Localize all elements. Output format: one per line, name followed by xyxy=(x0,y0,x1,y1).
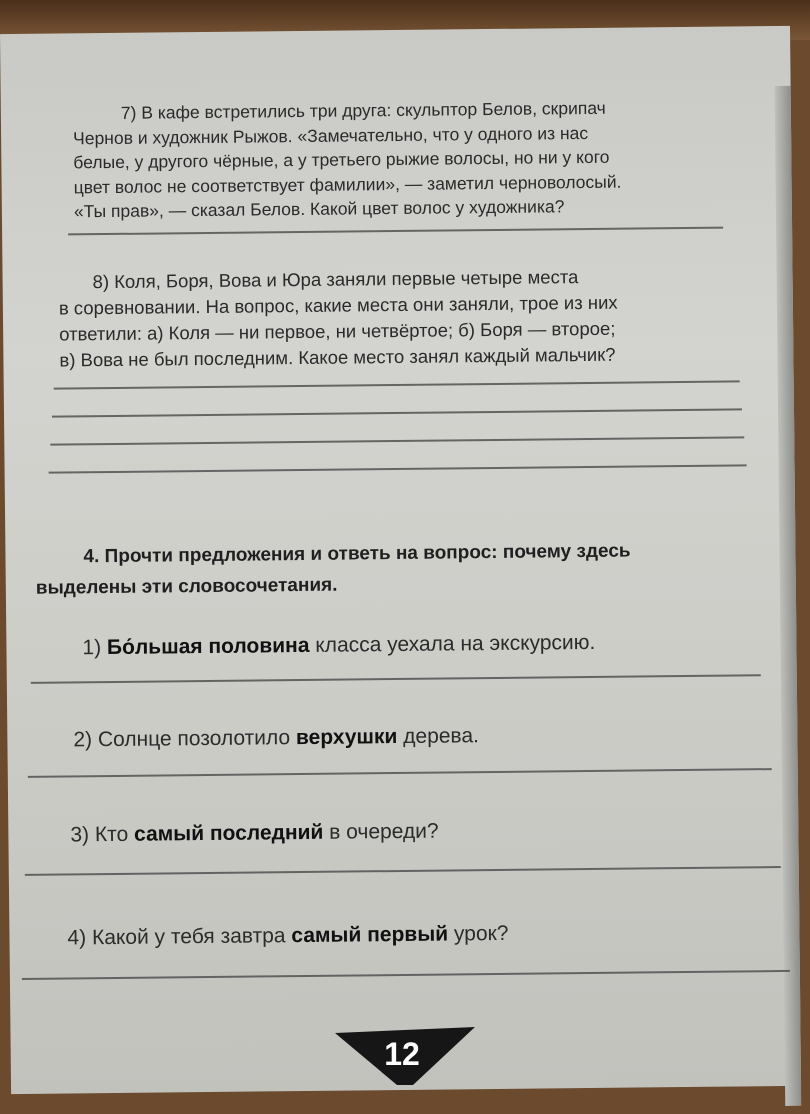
sentence-number: 2) xyxy=(73,728,93,752)
sentence-number: 1) xyxy=(82,636,102,660)
answer-line-s1[interactable] xyxy=(31,674,761,683)
answer-line-8b[interactable] xyxy=(52,408,742,417)
workbook-page xyxy=(0,26,801,1094)
problem-8-line: 8) Коля, Боря, Вова и Юра заняли первые четыре места xyxy=(92,266,579,293)
answer-line-8d[interactable] xyxy=(49,464,747,473)
problem-7-line: Чернов и художник Рыжов. «Замечательно, что у одного из нас xyxy=(73,122,589,148)
sentence-2 xyxy=(73,724,479,752)
sentence-text: Солнце позолотило верхушки дерева. xyxy=(97,724,480,752)
answer-line-s3[interactable] xyxy=(25,866,781,875)
problem-8-line: в) Вова не был последним. Какое место занял каждый мальчик? xyxy=(59,343,616,371)
sentence-4 xyxy=(67,922,508,951)
sentence-number: 4) xyxy=(67,926,87,950)
page-edge xyxy=(775,86,802,1106)
highlighted-phrase: верхушки xyxy=(295,725,398,750)
answer-line-s2[interactable] xyxy=(28,768,772,777)
problem-8-line: ответили: а) Коля — ни первое, ни четвёртое; б) Боря — второе; xyxy=(59,317,616,345)
problem-8 xyxy=(58,262,739,373)
sentence-text: Бо́льшая половина класса уехала на экскурсию. xyxy=(106,630,596,660)
page-number: 12 xyxy=(384,1036,420,1072)
sentence-text: Кто самый последний в очереди? xyxy=(94,819,439,847)
problem-7-line: белые, у другого чёрные, а у третьего рыжие волосы, но ни у кого xyxy=(73,146,610,173)
task-4-heading-line1: 4. Прочти предложения и ответь на вопрос: почему здесь xyxy=(83,540,631,568)
task-4-heading-line2: выделены эти словосочетания. xyxy=(35,574,338,599)
task-4-heading xyxy=(35,534,776,604)
highlighted-phrase: самый последний xyxy=(133,820,324,846)
problem-7-line: «Ты прав», — сказал Белов. Какой цвет волос у художника? xyxy=(73,196,565,222)
answer-line-8c[interactable] xyxy=(50,436,744,445)
answer-line-7[interactable] xyxy=(68,227,723,235)
sentence-number: 3) xyxy=(70,823,90,847)
sentence-1 xyxy=(82,631,595,660)
answer-line-s4[interactable] xyxy=(22,970,790,980)
answer-line-8a[interactable] xyxy=(54,380,740,389)
problem-7-line: 7) В кафе встретились три друга: скульптор Белов, скрипач xyxy=(120,97,606,123)
problem-7-line: цвет волос не соответствует фамилии», — заметил черноволосый. xyxy=(73,171,622,197)
problem-8-line: в соревновании. На вопрос, какие места они заняли, трое из них xyxy=(58,291,618,319)
sentence-text: Какой у тебя завтра самый первый урок? xyxy=(91,921,509,950)
highlighted-phrase: самый первый xyxy=(291,922,449,948)
sentence-3 xyxy=(70,820,438,848)
highlighted-phrase: Бо́льшая половина xyxy=(106,633,310,660)
problem-7 xyxy=(73,95,724,224)
